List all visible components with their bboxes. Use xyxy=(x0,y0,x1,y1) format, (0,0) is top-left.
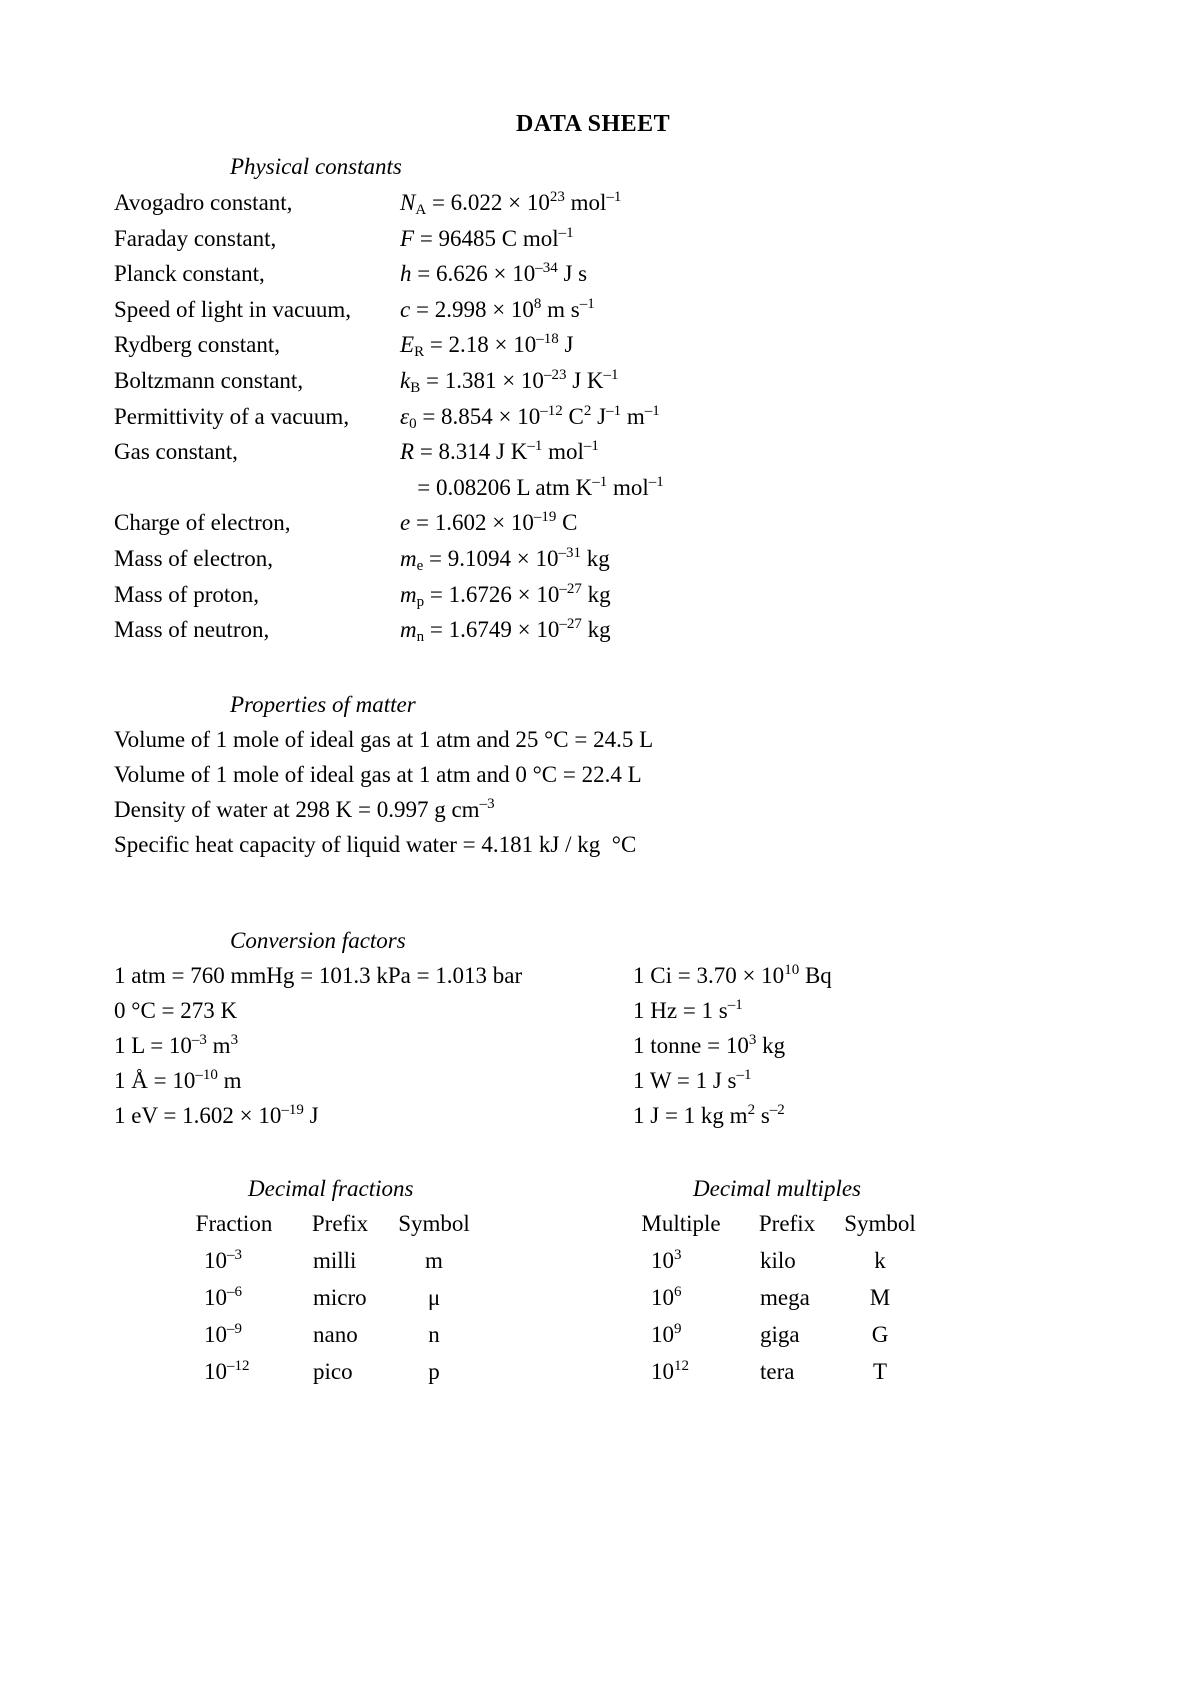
text-part: s xyxy=(755,1103,770,1128)
superscript: –1 xyxy=(648,474,664,490)
conversion-factors-heading: Conversion factors xyxy=(230,928,406,953)
symbol-cell: m xyxy=(425,1248,443,1273)
prefix-cell: pico xyxy=(313,1359,353,1384)
constant-value xyxy=(400,511,578,534)
text-part: 1 eV = 1.602 × 10 xyxy=(114,1103,282,1128)
properties-of-matter-heading: Properties of matter xyxy=(230,692,416,717)
physical-constants-heading: Physical constants xyxy=(230,154,402,179)
text-part: 1 Å = 10 xyxy=(114,1068,196,1093)
text-part: mol xyxy=(564,190,607,215)
power-base: 10 xyxy=(204,1285,227,1310)
constant-value xyxy=(400,440,599,463)
text-part: = 9.1094 × 10 xyxy=(423,546,559,571)
superscript: –19 xyxy=(281,1102,304,1118)
text-part: 1 atm = 760 mmHg = 101.3 kPa = 1.013 bar xyxy=(114,963,523,988)
conversion-left-item xyxy=(114,1104,319,1127)
text-part: m xyxy=(217,1068,242,1093)
superscript: –1 xyxy=(606,189,622,205)
text-part: = 8.314 J K xyxy=(414,439,528,464)
prefix-cell: nano xyxy=(313,1322,358,1347)
text-part: Volume of 1 mole of ideal gas at 1 atm and 0 °C = 22.4 L xyxy=(114,762,642,787)
page-title: DATA SHEET xyxy=(516,111,671,137)
text-part: Volume of 1 mole of ideal gas at 1 atm and 25 °C = 24.5 L xyxy=(114,727,654,752)
power-of-ten-cell xyxy=(204,1249,242,1272)
text-part: 1 Hz = 1 s xyxy=(633,998,728,1023)
constant-label: Mass of neutron, xyxy=(114,617,270,642)
constant-symbol: N xyxy=(400,190,416,215)
constant-label: Planck constant, xyxy=(114,261,265,286)
constant-value xyxy=(400,545,610,574)
text-part: = 0.08206 L atm K xyxy=(400,475,593,500)
matter-line xyxy=(114,833,636,856)
constant-label: Boltzmann constant, xyxy=(114,368,304,393)
superscript: –1 xyxy=(736,1067,752,1083)
text-part: 1 W = 1 J s xyxy=(633,1068,737,1093)
constant-value xyxy=(400,581,611,610)
text-part: Specific heat capacity of liquid water = 4.181 kJ / kg °C xyxy=(114,832,637,857)
constant-symbol: k xyxy=(400,368,411,393)
constant-value xyxy=(400,262,587,285)
constant-label: Permittivity of a vacuum, xyxy=(114,404,350,429)
power-of-ten-cell xyxy=(204,1286,242,1309)
power-of-ten-cell xyxy=(651,1323,682,1346)
superscript: –10 xyxy=(195,1067,218,1083)
symbol-cell: p xyxy=(428,1359,440,1384)
superscript: –3 xyxy=(479,796,495,812)
matter-line xyxy=(114,728,653,751)
subscript: p xyxy=(416,594,425,610)
text-part: = 1.602 × 10 xyxy=(410,510,534,535)
text-part: kg xyxy=(581,617,611,642)
superscript: –3 xyxy=(191,1032,207,1048)
prefix-cell: mega xyxy=(760,1285,810,1310)
text-part: = 2.18 × 10 xyxy=(424,332,537,357)
superscript: –34 xyxy=(535,260,558,276)
conversion-left-item xyxy=(114,999,237,1022)
superscript: 8 xyxy=(533,296,542,312)
text-part: J xyxy=(303,1103,319,1128)
decimal-multiples-heading: Decimal multiples xyxy=(693,1176,861,1201)
constant-symbol: m xyxy=(400,617,417,642)
symbol-cell: μ xyxy=(427,1285,441,1310)
constant-value xyxy=(400,367,619,396)
conversion-right-item xyxy=(633,1034,785,1057)
power-of-ten-cell xyxy=(204,1360,250,1383)
text-part: C xyxy=(556,510,578,535)
constant-value xyxy=(400,476,664,499)
symbol-cell: M xyxy=(869,1285,891,1310)
constant-value xyxy=(400,298,595,321)
superscript: –23 xyxy=(543,367,567,383)
prefix-cell: kilo xyxy=(760,1248,796,1273)
table-header: Multiple xyxy=(641,1211,721,1236)
matter-line xyxy=(114,798,495,821)
power-base: 10 xyxy=(651,1285,674,1310)
subscript: e xyxy=(416,558,424,574)
text-part: J s xyxy=(557,261,588,286)
constant-label: Charge of electron, xyxy=(114,510,291,535)
symbol-cell: k xyxy=(874,1248,886,1273)
superscript: –1 xyxy=(606,403,622,419)
text-part: = 2.998 × 10 xyxy=(410,297,534,322)
table-header: Prefix xyxy=(311,1211,369,1236)
text-part: m s xyxy=(541,297,580,322)
power-of-ten-cell xyxy=(651,1249,682,1272)
superscript: –1 xyxy=(603,367,619,383)
symbol-cell: n xyxy=(428,1322,440,1347)
text-part: mol xyxy=(542,439,584,464)
superscript: –27 xyxy=(559,616,582,632)
text-part: 0 °C = 273 K xyxy=(114,998,238,1023)
subscript: 0 xyxy=(409,416,417,432)
superscript: 23 xyxy=(549,189,565,205)
conversion-left-item xyxy=(114,1069,241,1092)
prefix-cell: micro xyxy=(313,1285,367,1310)
prefix-cell: giga xyxy=(760,1322,800,1347)
constant-symbol: c xyxy=(400,297,411,322)
power-exponent: –3 xyxy=(227,1247,242,1263)
text-part: = 96485 C mol xyxy=(414,226,559,251)
power-of-ten-cell xyxy=(204,1323,242,1346)
subscript: n xyxy=(416,629,425,645)
constant-label: Speed of light in vacuum, xyxy=(114,297,351,322)
text-part: Density of water at 298 K = 0.997 g cm xyxy=(114,797,480,822)
constant-value xyxy=(400,227,574,250)
text-part: = 6.022 × 10 xyxy=(426,190,550,215)
conversion-left-item xyxy=(114,1034,238,1057)
constant-label: Avogadro constant, xyxy=(114,190,293,215)
text-part: = 6.626 × 10 xyxy=(411,261,536,286)
constant-label: Mass of proton, xyxy=(114,582,260,607)
superscript: 3 xyxy=(748,1032,757,1048)
table-header: Prefix xyxy=(758,1211,816,1236)
superscript: –27 xyxy=(559,581,582,597)
constant-symbol: e xyxy=(400,510,411,535)
superscript: –1 xyxy=(644,403,660,419)
constant-label: Rydberg constant, xyxy=(114,332,281,357)
text-part: C xyxy=(562,404,584,429)
text-part: = 1.6749 × 10 xyxy=(424,617,560,642)
subscript: B xyxy=(410,380,421,396)
text-part: 1 J = 1 kg m xyxy=(633,1103,748,1128)
superscript: –2 xyxy=(769,1102,785,1118)
constant-value xyxy=(400,189,622,218)
power-base: 10 xyxy=(651,1248,674,1273)
text-part: J xyxy=(558,332,574,357)
power-base: 10 xyxy=(651,1322,674,1347)
text-part: 1 tonne = 10 xyxy=(633,1033,749,1058)
subscript: A xyxy=(415,202,427,218)
text-part: Bq xyxy=(799,963,832,988)
superscript: –1 xyxy=(583,438,599,454)
superscript: –1 xyxy=(579,296,595,312)
prefix-cell: milli xyxy=(313,1248,357,1273)
table-header: Symbol xyxy=(844,1211,916,1236)
text-part: kg xyxy=(581,582,611,607)
text-part: m xyxy=(621,404,645,429)
constant-value xyxy=(400,331,574,360)
text-part: = 1.381 × 10 xyxy=(420,368,544,393)
conversion-right-item xyxy=(633,1104,785,1127)
power-exponent: 9 xyxy=(674,1321,682,1337)
text-part: kg xyxy=(581,546,610,571)
constant-symbol: ε xyxy=(400,404,410,429)
power-of-ten-cell xyxy=(651,1286,682,1309)
superscript: –1 xyxy=(727,997,743,1013)
power-exponent: –6 xyxy=(227,1284,242,1300)
power-base: 10 xyxy=(204,1248,227,1273)
constant-symbol: m xyxy=(400,582,417,607)
superscript: –12 xyxy=(540,403,563,419)
text-part: kg xyxy=(756,1033,786,1058)
constant-symbol: h xyxy=(400,261,412,286)
power-of-ten-cell xyxy=(651,1360,689,1383)
text-part: 1 L = 10 xyxy=(114,1033,192,1058)
superscript: 10 xyxy=(784,962,800,978)
constant-value xyxy=(400,616,611,645)
superscript: 2 xyxy=(747,1102,756,1118)
power-base: 10 xyxy=(204,1359,227,1384)
symbol-cell: T xyxy=(872,1359,888,1384)
superscript: 2 xyxy=(583,403,592,419)
constant-symbol: E xyxy=(400,332,415,357)
power-base: 10 xyxy=(651,1359,674,1384)
table-header: Fraction xyxy=(195,1211,273,1236)
power-exponent: 6 xyxy=(674,1284,682,1300)
conversion-right-item xyxy=(633,999,743,1022)
conversion-left-item xyxy=(114,964,522,987)
power-base: 10 xyxy=(204,1322,227,1347)
superscript: –1 xyxy=(527,438,543,454)
decimal-fractions-heading: Decimal fractions xyxy=(248,1176,414,1201)
superscript: –19 xyxy=(533,509,557,525)
subscript: R xyxy=(414,344,425,360)
text-part: 1 Ci = 3.70 × 10 xyxy=(633,963,785,988)
superscript: –31 xyxy=(558,545,581,561)
text-part: = 1.6726 × 10 xyxy=(424,582,560,607)
power-exponent: 3 xyxy=(674,1247,682,1263)
conversion-right-item xyxy=(633,964,832,987)
constant-label: Faraday constant, xyxy=(114,226,277,251)
table-header: Symbol xyxy=(398,1211,470,1236)
prefix-cell: tera xyxy=(760,1359,795,1384)
superscript: –1 xyxy=(592,474,608,490)
text-part: = 8.854 × 10 xyxy=(416,404,541,429)
constant-label: Gas constant, xyxy=(114,439,238,464)
constant-symbol: F xyxy=(400,226,415,251)
symbol-cell: G xyxy=(871,1322,889,1347)
superscript: –18 xyxy=(536,331,559,347)
text-part: J K xyxy=(566,368,604,393)
conversion-right-item xyxy=(633,1069,752,1092)
text-part: mol xyxy=(607,475,649,500)
constant-value xyxy=(400,403,660,432)
power-exponent: –12 xyxy=(227,1358,250,1374)
text-part: J xyxy=(591,404,607,429)
text-part: m xyxy=(206,1033,231,1058)
constant-label: Mass of electron, xyxy=(114,546,274,571)
constant-symbol: R xyxy=(400,439,415,464)
power-exponent: 12 xyxy=(674,1358,689,1374)
matter-line xyxy=(114,763,642,786)
constant-symbol: m xyxy=(400,546,417,571)
superscript: –1 xyxy=(558,225,574,241)
superscript: 3 xyxy=(230,1032,239,1048)
power-exponent: –9 xyxy=(227,1321,242,1337)
